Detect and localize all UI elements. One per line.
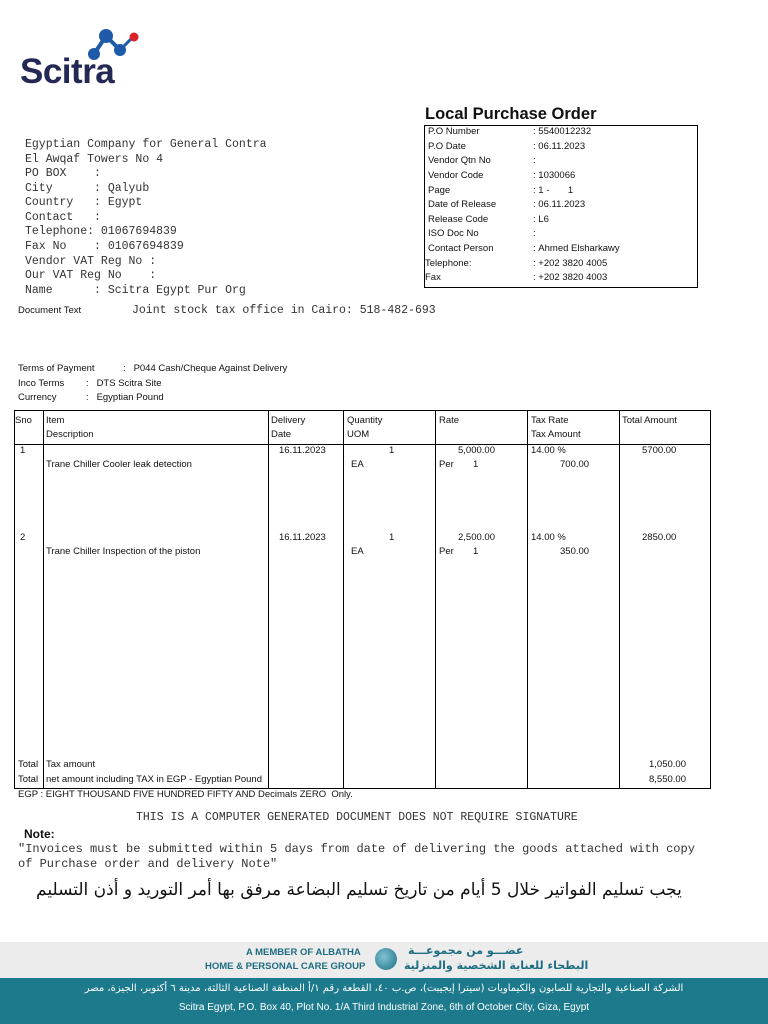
- header-uom: UOM: [347, 429, 370, 440]
- header-description: Description: [46, 429, 94, 440]
- note-arabic: يجب تسليم الفواتير خلال 5 أيام من تاريخ تسليم البضاعة مرفق بها أمر التوريد و أذن التسليم: [36, 880, 682, 900]
- header-tax-amount: Tax Amount: [531, 429, 581, 440]
- row-date: 16.11.2023: [279, 532, 326, 543]
- signature-notice: THIS IS A COMPUTER GENERATED DOCUMENT DOES NOT REQUIRE SIGNATURE: [136, 811, 578, 824]
- header-total-amount: Total Amount: [622, 415, 677, 426]
- row-tax-rate: 14.00 %: [531, 445, 566, 456]
- header-value: : 06.11.2023: [533, 141, 586, 152]
- total-tax-label-b: Tax amount: [46, 759, 96, 770]
- row-quantity: 1: [389, 445, 395, 456]
- row-total: 2850.00: [642, 532, 677, 543]
- total-net-label-b: net amount including TAX in EGP - Egyptian Pound: [46, 774, 262, 785]
- row-quantity: 1: [389, 532, 395, 543]
- header-value: : 1030066: [533, 170, 576, 181]
- amount-in-words: EGP : EIGHT THOUSAND FIVE HUNDRED FIFTY AND Decimals ZERO Only.: [18, 789, 353, 800]
- terms-value: : DTS Scitra Site: [86, 378, 162, 389]
- vendor-line: Country : Egypt: [25, 196, 143, 209]
- row-per: Per: [439, 459, 454, 470]
- row-description: Trane Chiller Cooler leak detection: [46, 459, 192, 470]
- footer-member-en-2: HOME & PERSONAL CARE GROUP: [205, 961, 366, 972]
- total-tax-label-a: Total: [18, 759, 39, 770]
- header-value: : 1 - 1: [533, 185, 574, 196]
- header-value: : 06.11.2023: [533, 199, 586, 210]
- header-rate: Rate: [439, 415, 460, 426]
- terms-label: Terms of Payment: [18, 363, 95, 374]
- header-value: : 5540012232: [533, 126, 592, 137]
- row-rate: 2,500.00: [458, 532, 495, 543]
- note-line-2: of Purchase order and delivery Note": [18, 857, 278, 871]
- header-value: :: [533, 228, 539, 239]
- header-label: Contact Person: [428, 243, 494, 254]
- row-sno: 1: [20, 445, 26, 456]
- footer-address-ar: الشركة الصناعية والتجارية للصابون والكيماويات (سيترا إيجيبت)، ص.ب ٤٠، القطعة رقم ١/أ المنطقة الصناعية الثالثة، مدينة ٦ أكتوبر، الجيزة، مصر: [84, 983, 684, 994]
- document-text-value: Joint stock tax office in Cairo: 518-482-693: [132, 304, 436, 317]
- terms-value: : Egyptian Pound: [86, 392, 164, 403]
- header-label: P.O Date: [428, 141, 466, 152]
- row-rate: 5,000.00: [458, 445, 495, 456]
- row-per: Per: [439, 546, 454, 557]
- header-label: Page: [428, 185, 451, 196]
- document-title: Local Purchase Order: [425, 105, 597, 123]
- vendor-line: Our VAT Reg No :: [25, 269, 157, 282]
- table-divider: [268, 410, 269, 789]
- header-label: P.O Number: [428, 126, 480, 137]
- vendor-line: Contact :: [25, 211, 101, 224]
- vendor-line: Fax No : 01067694839: [25, 240, 184, 253]
- table-header-divider: [14, 444, 711, 445]
- table-divider: [619, 410, 620, 789]
- header-value: : Ahmed Elsharkawy: [533, 243, 620, 254]
- header-delivery: Delivery: [271, 415, 306, 426]
- terms-value: : P044 Cash/Cheque Against Delivery: [123, 363, 288, 374]
- row-per-qty: 1: [473, 546, 479, 557]
- row-uom: EA: [351, 459, 364, 470]
- header-date: Date: [271, 429, 292, 440]
- header-value: : +202 3820 4005: [533, 258, 608, 269]
- total-net-label-a: Total: [18, 774, 39, 785]
- total-tax-value: 1,050.00: [649, 759, 686, 770]
- vendor-line: Telephone: 01067694839: [25, 225, 177, 238]
- footer-member-en-1: A MEMBER OF ALBATHA: [246, 947, 361, 958]
- header-label: Vendor Qtn No: [428, 155, 491, 166]
- row-uom: EA: [351, 546, 364, 557]
- vendor-line: Vendor VAT Reg No :: [25, 255, 157, 268]
- footer-member-ar-1: عضـــو من مجموعـــة: [408, 944, 524, 957]
- terms-label: Inco Terms: [18, 378, 65, 389]
- footer-address-en: Scitra Egypt, P.O. Box 40, Plot No. 1/A Third Industrial Zone, 6th of October City, Giza, Egypt: [178, 1002, 590, 1013]
- header-value: : +202 3820 4003: [533, 272, 608, 283]
- row-total: 5700.00: [642, 445, 677, 456]
- header-value: :: [533, 155, 539, 166]
- scitra-logo-text: Scitra: [20, 52, 115, 91]
- header-label: Release Code: [428, 214, 489, 225]
- vendor-line: PO BOX :: [25, 167, 101, 180]
- header-sno: Sno: [15, 415, 32, 426]
- header-value: : L6: [533, 214, 549, 225]
- footer-member-ar-2: البطحاء للعناية الشخصية والمنزلية: [404, 959, 589, 972]
- header-quantity: Quantity: [347, 415, 383, 426]
- header-item: Item: [46, 415, 65, 426]
- row-description: Trane Chiller Inspection of the piston: [46, 546, 201, 557]
- header-label: Vendor Code: [428, 170, 484, 181]
- header-label: Telephone:: [425, 258, 472, 269]
- row-sno: 2: [20, 532, 26, 543]
- vendor-line: City : Qalyub: [25, 182, 150, 195]
- vendor-line: Egyptian Company for General Contra: [25, 138, 267, 151]
- vendor-line: El Awqaf Towers No 4: [25, 153, 164, 166]
- header-label: ISO Doc No: [428, 228, 479, 239]
- table-divider: [527, 410, 528, 789]
- row-per-qty: 1: [473, 459, 479, 470]
- table-divider: [435, 410, 436, 789]
- row-tax-amount: 700.00: [560, 459, 590, 470]
- header-tax-rate: Tax Rate: [531, 415, 569, 426]
- row-tax-rate: 14.00 %: [531, 532, 566, 543]
- table-divider: [43, 410, 44, 789]
- document-text-label: Document Text: [18, 305, 82, 316]
- header-label: Fax: [425, 272, 441, 283]
- header-label: Date of Release: [428, 199, 497, 210]
- row-date: 16.11.2023: [279, 445, 326, 456]
- note-label: Note:: [24, 827, 55, 841]
- terms-label: Currency: [18, 392, 57, 403]
- note-line-1: "Invoices must be submitted within 5 days from date of delivering the goods attached with copy: [18, 842, 695, 856]
- albatha-globe-icon: [375, 948, 397, 970]
- table-divider: [343, 410, 344, 789]
- row-tax-amount: 350.00: [560, 546, 590, 557]
- total-net-value: 8,550.00: [649, 774, 686, 785]
- vendor-line: Name : Scitra Egypt Pur Org: [25, 284, 246, 297]
